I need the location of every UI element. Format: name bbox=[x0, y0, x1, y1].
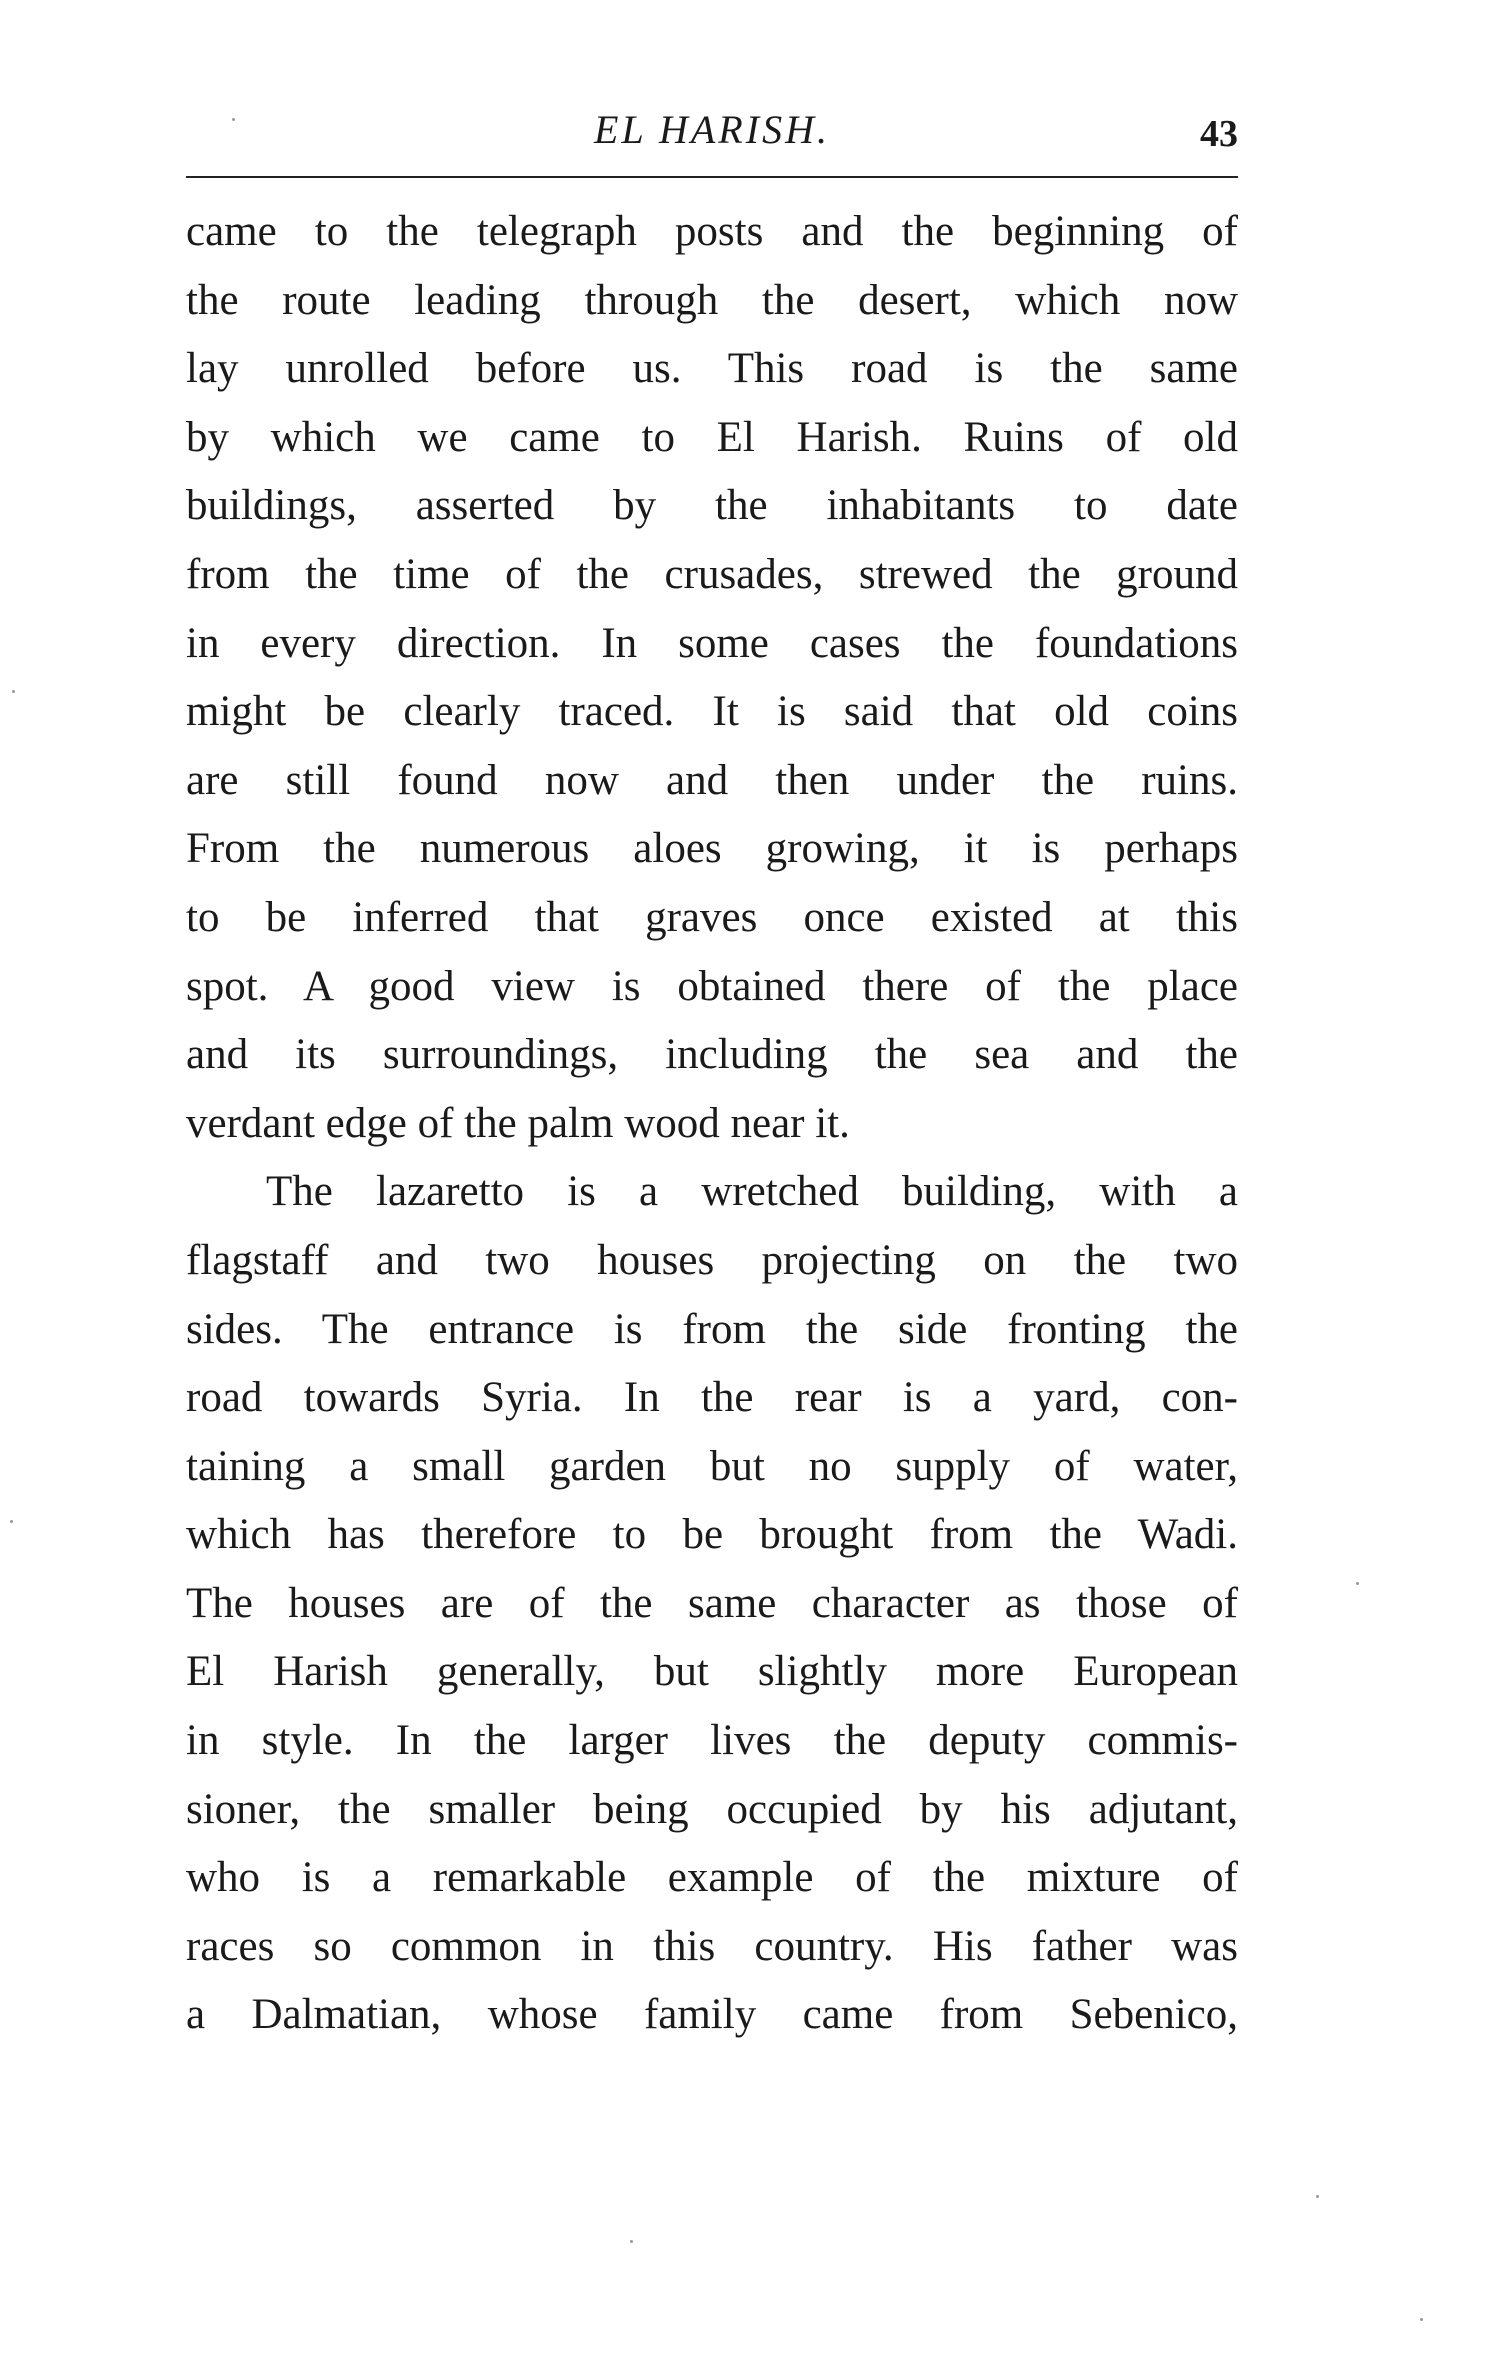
text-line: came to the telegraph posts and the beginning of bbox=[186, 208, 1238, 255]
text-line: to be inferred that graves once existed at this bbox=[186, 893, 1238, 941]
text-line: sides. The entrance is from the side fronting the bbox=[186, 1305, 1238, 1353]
page-header bbox=[186, 92, 1238, 162]
text-line: by which we came to El Harish. Ruins of old bbox=[186, 413, 1238, 461]
text-line: road towards Syria. In the rear is a yard, con- bbox=[186, 1374, 1238, 1422]
paper-speck bbox=[1356, 1582, 1359, 1585]
paragraph-1 bbox=[186, 198, 1238, 1158]
running-head: EL HARISH. bbox=[594, 107, 830, 152]
text-line: the route leading through the desert, which now bbox=[186, 276, 1238, 324]
text-line: which has therefore to be brought from the Wadi. bbox=[186, 1511, 1238, 1559]
page-number: 43 bbox=[1200, 113, 1238, 155]
paragraph-2 bbox=[186, 1158, 1238, 2050]
text-line: in every direction. In some cases the foundations bbox=[186, 619, 1238, 667]
text-line: races so common in this country. His father was bbox=[186, 1922, 1238, 1970]
text-line: taining a small garden but no supply of water, bbox=[186, 1442, 1238, 1490]
paper-speck bbox=[232, 118, 235, 121]
text-line: verdant edge of the palm wood near it. bbox=[186, 1099, 850, 1147]
text-line: from the time of the crusades, strewed the ground bbox=[186, 550, 1238, 598]
text-line: lay unrolled before us. This road is the same bbox=[186, 345, 1238, 393]
text-line: From the numerous aloes growing, it is perhaps bbox=[186, 825, 1238, 873]
text-line: are still found now and then under the ruins. bbox=[186, 756, 1238, 804]
text-line: might be clearly traced. It is said that old coins bbox=[186, 688, 1238, 736]
text-line: The houses are of the same character as those of bbox=[186, 1579, 1238, 1627]
text-line: El Harish generally, but slightly more European bbox=[186, 1648, 1238, 1696]
paper-speck bbox=[1316, 2195, 1319, 2198]
paper-speck bbox=[12, 690, 15, 693]
paper-speck bbox=[1420, 2318, 1423, 2321]
text-line: The lazaretto is a wretched building, with a bbox=[266, 1168, 1238, 1216]
paper-speck bbox=[630, 2240, 633, 2243]
text-line: and its surroundings, including the sea and the bbox=[186, 1031, 1238, 1079]
body-text bbox=[186, 198, 1238, 2050]
text-line: sioner, the smaller being occupied by his adjutant, bbox=[186, 1785, 1238, 1833]
text-line: in style. In the larger lives the deputy commis- bbox=[186, 1717, 1238, 1765]
text-line: spot. A good view is obtained there of the place bbox=[186, 962, 1238, 1010]
text-line: a Dalmatian, whose family came from Sebenico, bbox=[186, 1991, 1238, 2039]
text-line: buildings, asserted by the inhabitants to date bbox=[186, 482, 1238, 530]
header-rule bbox=[186, 176, 1238, 178]
text-line: who is a remarkable example of the mixture of bbox=[186, 1854, 1238, 1902]
text-line: flagstaff and two houses projecting on the two bbox=[186, 1236, 1238, 1284]
paper-speck bbox=[10, 1520, 13, 1523]
